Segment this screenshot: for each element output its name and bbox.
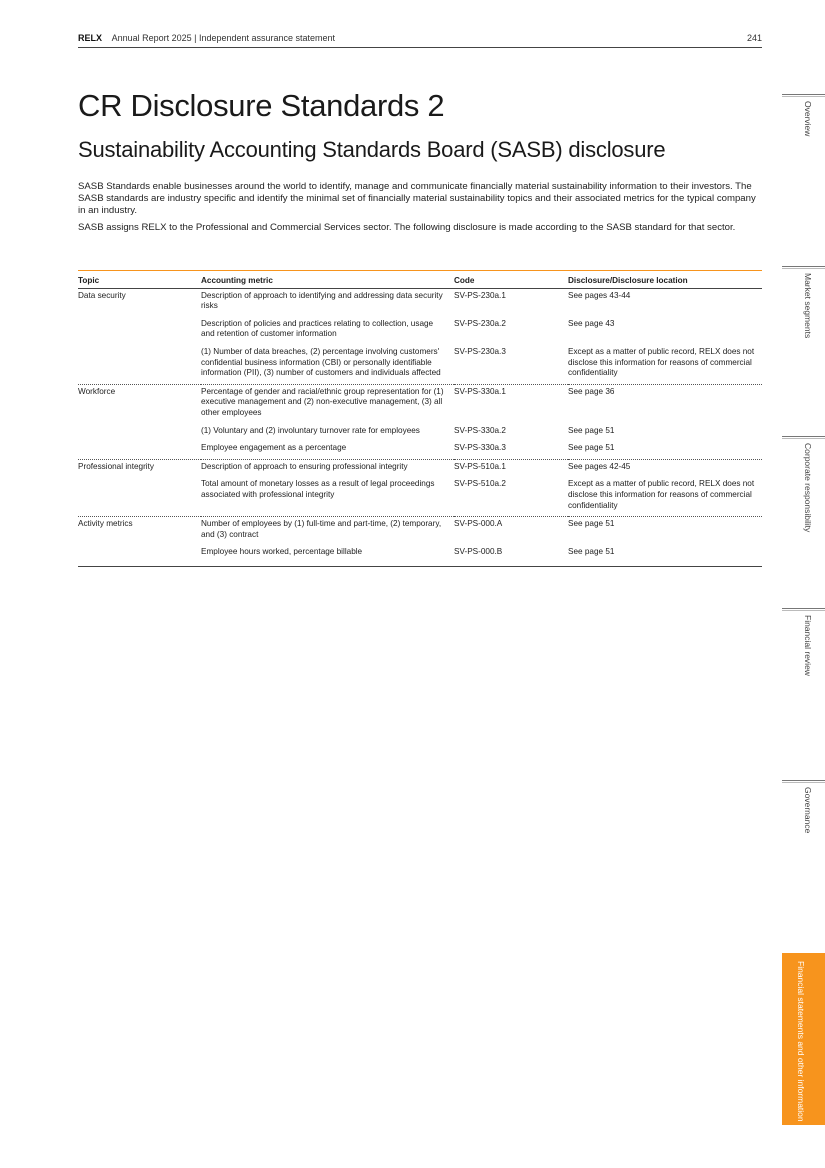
cell-topic	[78, 477, 201, 516]
cell-topic: Data security	[78, 290, 126, 300]
side-tab-label: Corporate responsibility	[803, 443, 813, 533]
cell-code: SV-PS-330a.1	[454, 384, 568, 423]
cell-code: SV-PS-510a.2	[454, 479, 506, 489]
header-disclosure: Disclosure/Disclosure location	[568, 271, 762, 288]
header-text: Annual Report 2025 | Independent assurance statement	[111, 33, 336, 43]
page-header	[78, 33, 762, 43]
cell-code: SV-PS-330a.2	[454, 425, 506, 435]
cell-disclosure: See page 51	[568, 517, 762, 546]
cell-metric: Total amount of monetary losses as a result of legal proceedings associated with professional integrity	[201, 479, 435, 499]
cell-disclosure: See page 43	[568, 318, 615, 328]
cell-topic: Professional integrity	[78, 459, 201, 477]
cell-topic	[78, 441, 201, 459]
cell-topic	[78, 424, 201, 442]
table-row	[78, 545, 762, 566]
cell-metric: Number of employees by (1) full-time and part-time, (2) temporary, and (3) contract	[201, 517, 454, 546]
cell-topic: Workforce	[78, 384, 201, 423]
cell-code: SV-PS-230a.1	[454, 290, 506, 300]
cell-disclosure: See page 36	[568, 384, 762, 423]
cell-metric: (1) Voluntary and (2) involuntary turnover rate for employees	[201, 425, 420, 435]
side-tab-governance[interactable]	[782, 780, 825, 948]
cell-code: SV-PS-230a.2	[454, 318, 506, 328]
side-tab-overview[interactable]	[782, 94, 825, 262]
intro-paragraph-1: SASB Standards enable businesses around the world to identify, manage and communicate financially material sustainability information to their investors. The SASB standards are industry specific and identify the minimal set of financially material sustainability topics and their associated metrics for the typical company in an industry.	[78, 181, 756, 216]
header-divider	[78, 47, 762, 48]
cell-code: SV-PS-000.A	[454, 517, 568, 546]
brand-name: RELX	[78, 33, 103, 43]
side-tab-label: Overview	[803, 101, 813, 137]
cell-metric: Description of approach to identifying and addressing data security risks	[201, 290, 443, 311]
side-tab-label: Governance	[803, 787, 813, 834]
cell-metric: Employee hours worked, percentage billable	[201, 545, 454, 566]
header-separator	[105, 33, 110, 43]
cell-disclosure: Except as a matter of public record, RELX does not disclose this information for reasons of commercial confidentiality	[568, 479, 755, 510]
side-tab-label: Financial statements and other information	[796, 961, 806, 1122]
cell-disclosure: See page 51	[568, 545, 762, 566]
side-tab-label: Financial review	[803, 615, 813, 676]
table-row	[78, 477, 762, 516]
side-tab-market-segments[interactable]	[782, 266, 825, 434]
table-row	[78, 424, 762, 442]
cell-topic: Activity metrics	[78, 517, 201, 546]
table-row	[78, 517, 762, 546]
header-metric: Accounting metric	[201, 271, 454, 288]
table-row	[78, 441, 762, 459]
cell-code: SV-PS-230a.3	[454, 346, 506, 356]
cell-metric: Percentage of gender and racial/ethnic group representation for (1) executive management and (2) non-executive management, (3) all other employees	[201, 384, 454, 423]
side-tab-financial-review[interactable]	[782, 608, 825, 776]
cell-topic	[78, 545, 201, 566]
page-subtitle: Sustainability Accounting Standards Board (SASB) disclosure	[78, 137, 666, 162]
cell-disclosure: See page 51	[568, 425, 615, 435]
cell-metric: Employee engagement as a percentage	[201, 443, 347, 453]
side-tab-financial-statements[interactable]	[782, 953, 825, 1125]
cell-code: SV-PS-330a.3	[454, 443, 506, 453]
header-topic: Topic	[78, 271, 201, 288]
table-row	[78, 288, 762, 317]
cell-topic	[78, 345, 201, 384]
table-header-row	[78, 271, 762, 288]
table-row	[78, 459, 762, 477]
intro-paragraph-2: SASB assigns RELX to the Professional and Commercial Services sector. The following disclosure is made according to the SASB standard for that sector.	[78, 222, 736, 233]
table-row	[78, 317, 762, 345]
cell-disclosure: See pages 43-44	[568, 290, 631, 300]
page-number: 241	[746, 33, 762, 43]
header-code: Code	[454, 271, 568, 288]
sasb-table	[78, 271, 762, 567]
cell-metric: Description of policies and practices relating to collection, usage and retention of customer information	[201, 318, 434, 339]
page-title: CR Disclosure Standards 2	[78, 88, 445, 123]
sasb-table-container	[78, 270, 762, 567]
cell-disclosure: Except as a matter of public record, RELX does not disclose this information for reasons of commercial confidentiality	[568, 346, 755, 378]
cell-metric: (1) Number of data breaches, (2) percentage involving customers' confidential business information (CBI) or personally identifiable information (PII), (3) number of customers and individuals affected	[201, 346, 441, 378]
cell-disclosure: See pages 42-45	[568, 459, 762, 477]
side-tab-corporate-responsibility[interactable]	[782, 436, 825, 604]
table-row	[78, 384, 762, 423]
side-tab-label: Market segments	[803, 273, 813, 339]
cell-metric: Description of approach to ensuring professional integrity	[201, 459, 454, 477]
intro-text	[78, 181, 764, 239]
cell-topic	[78, 317, 201, 345]
cell-code: SV-PS-510a.1	[454, 459, 568, 477]
cell-disclosure: See page 51	[568, 443, 615, 453]
cell-code: SV-PS-000.B	[454, 545, 568, 566]
table-row	[78, 345, 762, 384]
